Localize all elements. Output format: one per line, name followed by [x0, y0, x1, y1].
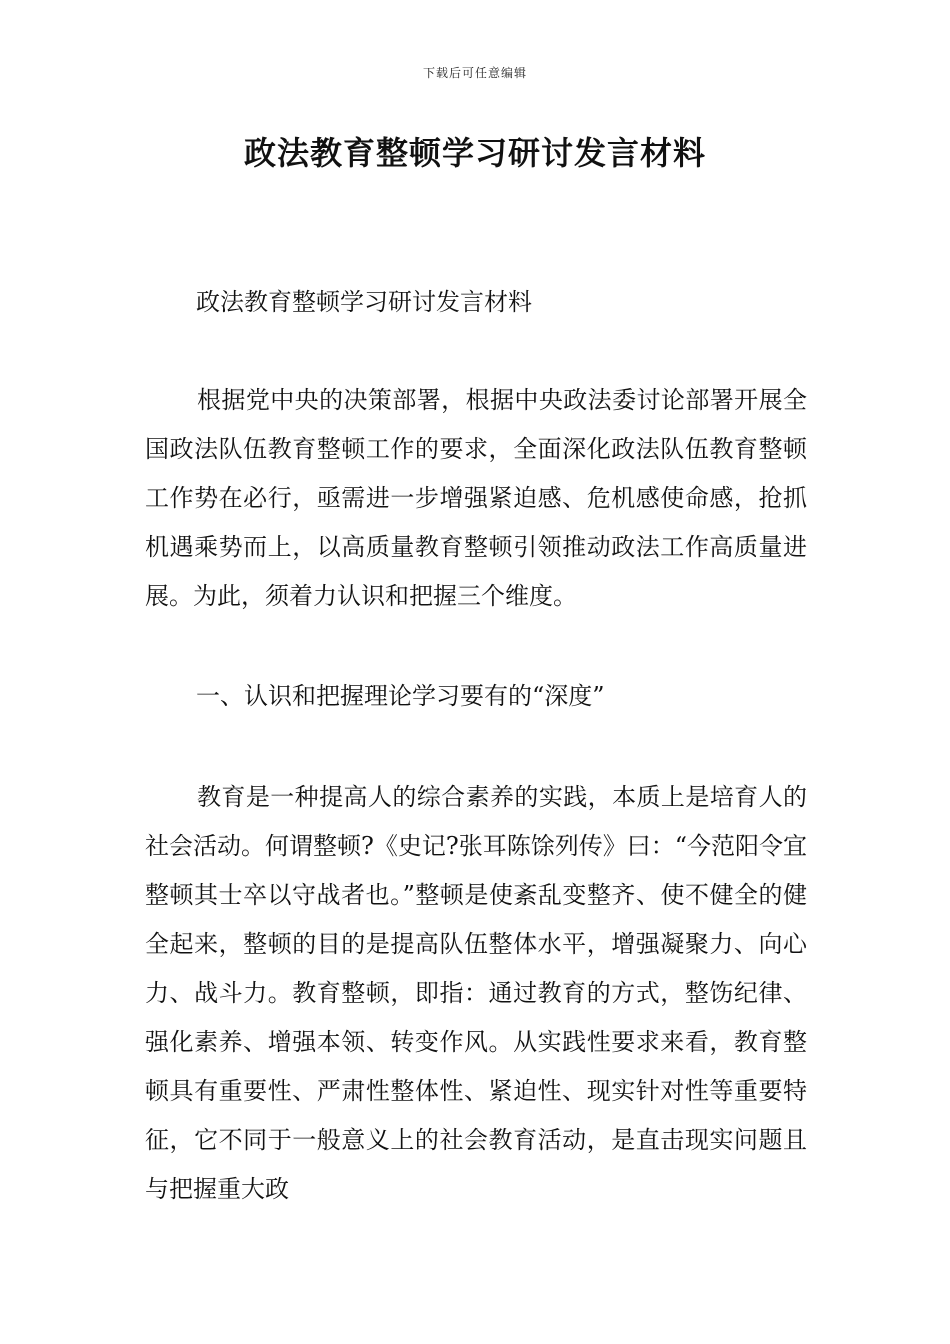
header-note: 下载后可任意编辑 — [422, 66, 527, 80]
section-heading-1: 一、认识和把握理论学习要有的“深度” — [196, 682, 605, 710]
section-1-paragraph: 教育是一种提高人的综合素养的实践，本质上是培育人的社会活动。何谓整顿?《史记?张耳陈馀列传》曰：“今范阳令宜整顿其士卒以守战者也。”整顿是使紊乱变整齐、使不健全的健全起来，整顿的目的是提高队伍整体水平，增强凝聚力、向心力、战斗力。教育整顿，即指：通过教育的方式，整饬纪律、强化素养、增强本领、转变作风。从实践性要求来看，教育整顿具有重要性、严肃性整体性、紧迫性、现实针对性等重要特征，它不同于一般意义上的社会教育活动，是直击现实问题且与把握重大政 — [145, 783, 808, 1203]
intro-paragraph: 根据党中央的决策部署，根据中央政法委讨论部署开展全国政法队伍教育整顿工作的要求，全面深化政法队伍教育整顿工作势在必行，亟需进一步增强紧迫感、危机感使命感，抢抓机遇乘势而上，以高质量教育整顿引领推动政法工作高质量进展。为此，须着力认识和把握三个维度。 — [145, 386, 807, 610]
document-subtitle: 政法教育整顿学习研讨发言材料 — [196, 288, 532, 316]
document-title: 政法教育整顿学习研讨发言材料 — [243, 134, 706, 172]
